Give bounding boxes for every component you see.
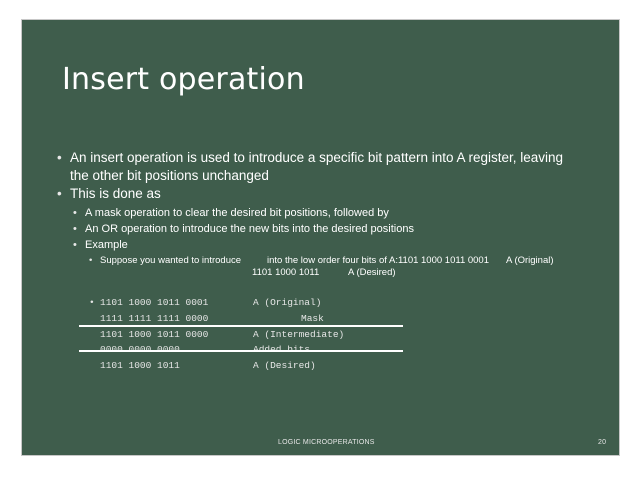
table-row-label: A (Desired) (253, 360, 316, 371)
example-second-bits: 1101 1000 1011 (252, 267, 320, 278)
sub-bullet-text: Example (85, 239, 128, 251)
bullet-icon: • (73, 207, 77, 219)
sub-bullet-text: An OR operation to introduce the new bits into the desired positions (85, 223, 414, 235)
footer-title: LOGIC MICROOPERATIONS (278, 439, 375, 446)
bullet-icon: • (73, 239, 77, 251)
bullet-icon: • (57, 150, 62, 165)
slide-title: Insert operation (62, 62, 305, 97)
page-number: 20 (598, 439, 607, 446)
separator-line (79, 325, 403, 327)
example-rest: into the low order four bits of A:1101 1000 1011 0001 (267, 255, 490, 266)
bullet-text-continued: the other bit positions unchanged (70, 168, 269, 183)
bullet-text: This is done as (70, 186, 161, 201)
separator-line (79, 350, 403, 352)
bullet-text: An insert operation is used to introduce a specific bit pattern into A register, leaving (70, 150, 564, 165)
table-row-label: A (Original) (253, 297, 322, 308)
table-row-bits: 1101 1000 1011 (100, 360, 180, 371)
table-row-label: A (Intermediate) (253, 329, 345, 340)
table-row-bits: 1111 1111 1111 0000 (100, 313, 209, 324)
table-row-bits: 1101 1000 1011 0001 (100, 297, 209, 308)
example-second-label: A (Desired) (348, 267, 396, 278)
bullet-icon: • (73, 223, 77, 235)
example-rest-label: A (Original) (506, 255, 554, 266)
slide (21, 19, 620, 456)
sub-bullet-text: A mask operation to clear the desired bit positions, followed by (85, 207, 389, 219)
table-row-label: Mask (301, 313, 324, 324)
table-row-bits: 1101 1000 1011 0000 (100, 329, 209, 340)
table-bullet-icon: • (89, 297, 95, 308)
example-intro: Suppose you wanted to introduce (100, 255, 242, 266)
bullet-icon: • (57, 186, 62, 201)
bullet-icon: • (89, 255, 93, 266)
